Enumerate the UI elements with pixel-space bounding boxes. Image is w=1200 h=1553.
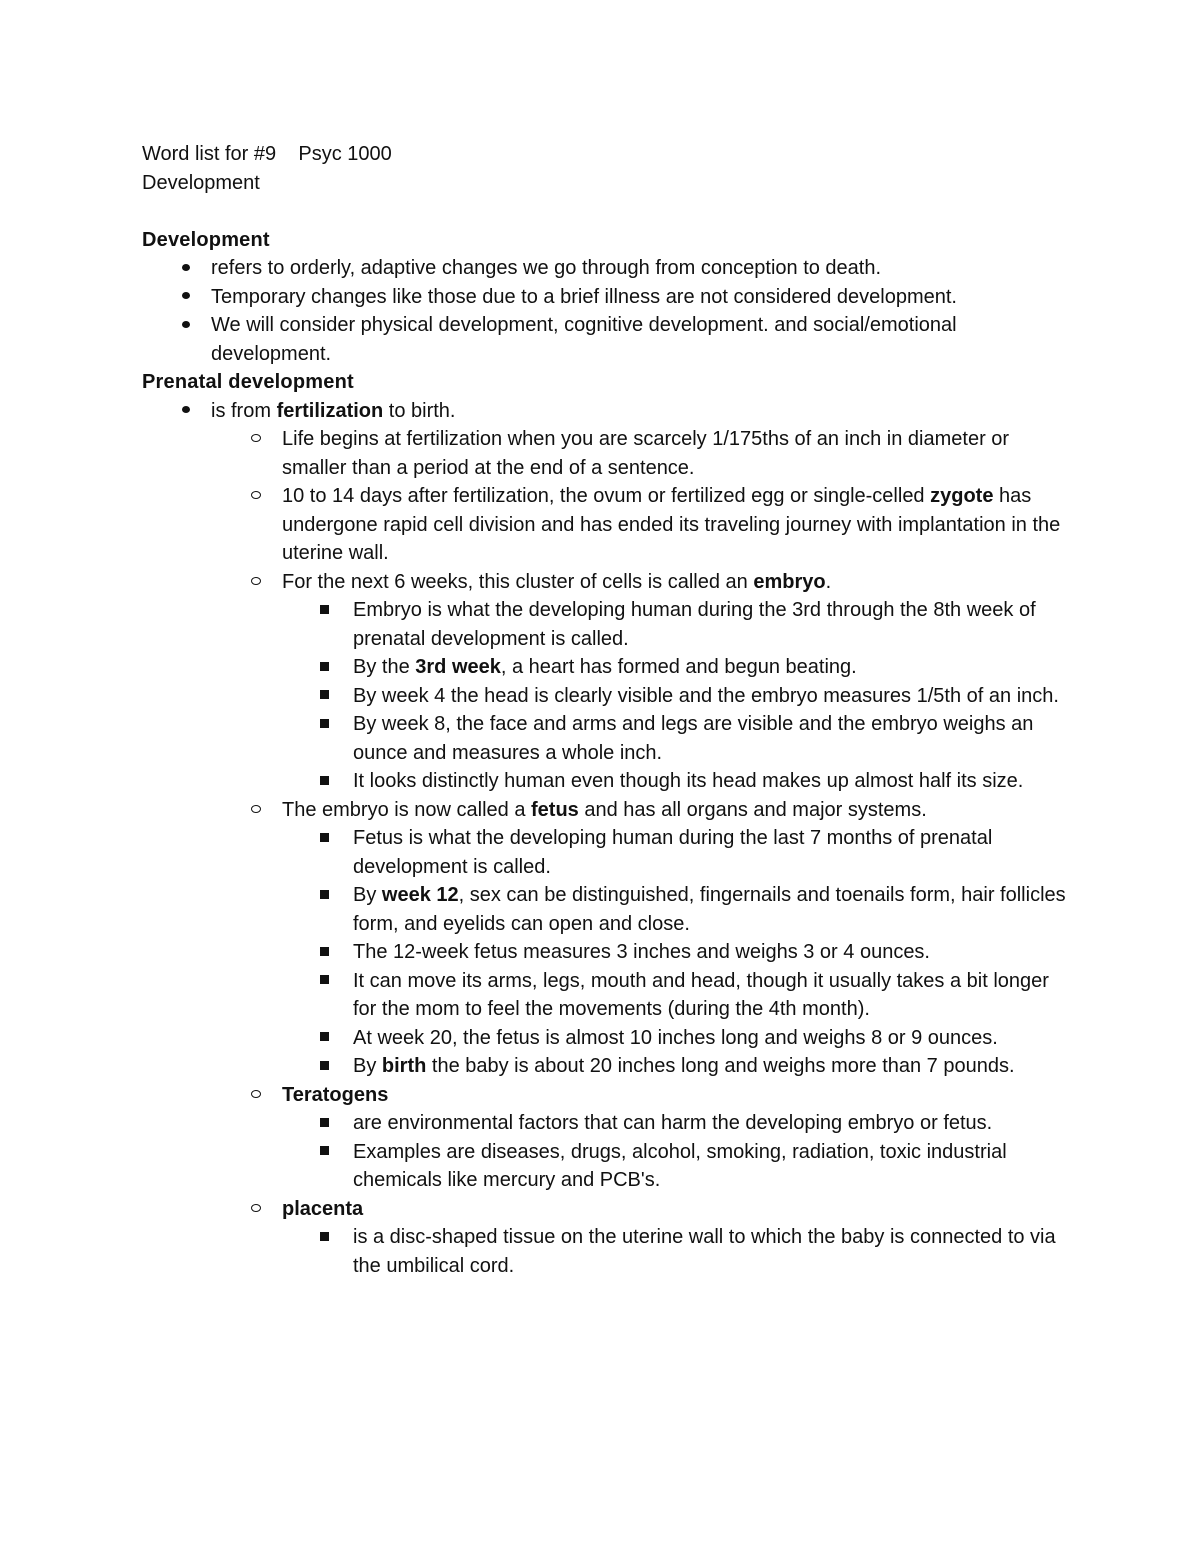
sub-item-text: For the next 6 weeks, this cluster of cells is called an bbox=[282, 570, 754, 593]
bullet-circle-icon bbox=[246, 1195, 266, 1224]
bullet-circle-icon bbox=[246, 796, 266, 825]
bullet-square-icon bbox=[314, 682, 334, 711]
bullet-square-icon bbox=[314, 1052, 334, 1081]
detail-item bbox=[142, 1138, 1072, 1195]
term-3rd-week: 3rd week bbox=[415, 656, 501, 678]
term-teratogens: Teratogens bbox=[282, 1083, 389, 1106]
detail-text: the baby is about 20 inches long and weighs more than 7 pounds. bbox=[426, 1055, 1015, 1077]
detail-item bbox=[142, 1109, 1072, 1138]
term-zygote: zygote bbox=[930, 485, 994, 507]
bullet-item bbox=[142, 254, 1072, 283]
doc-subtitle: Development bbox=[142, 171, 260, 194]
detail-text: By the bbox=[353, 656, 416, 678]
detail-item bbox=[142, 938, 1072, 967]
term-week-12: week 12 bbox=[381, 884, 459, 906]
bullet-square-icon bbox=[314, 710, 334, 739]
detail-item bbox=[142, 1024, 1072, 1053]
detail-text: By bbox=[353, 1055, 382, 1077]
bullet-square-icon bbox=[314, 653, 334, 682]
bullet-square-icon bbox=[314, 1024, 334, 1053]
detail-text: By week 8, the face and arms and legs are visible and the embryo weighs an ounce and measures a whole inch. bbox=[353, 713, 1034, 764]
section-heading-prenatal: Prenatal development bbox=[142, 371, 354, 393]
detail-text: Examples are diseases, drugs, alcohol, smoking, radiation, toxic industrial chemicals like mercury and PCB's. bbox=[353, 1140, 1007, 1191]
doc-title-line bbox=[142, 140, 1072, 169]
bullet-circle-icon bbox=[246, 1081, 266, 1110]
section-heading-development: Development bbox=[142, 228, 270, 251]
sub-item bbox=[142, 482, 1072, 568]
detail-item bbox=[142, 767, 1072, 796]
bullet-item bbox=[142, 397, 1072, 426]
bullet-square-icon bbox=[314, 881, 334, 910]
sub-item bbox=[142, 568, 1072, 597]
detail-text: It looks distinctly human even though its head makes up almost half its size. bbox=[353, 770, 1024, 792]
detail-item bbox=[142, 1052, 1072, 1081]
bullet-disc-icon bbox=[176, 283, 196, 312]
bullet-item bbox=[142, 311, 1072, 368]
bullet-text: to birth. bbox=[383, 399, 456, 422]
detail-item bbox=[142, 653, 1072, 682]
detail-text: are environmental factors that can harm the developing embryo or fetus. bbox=[353, 1112, 993, 1134]
bullet-disc-icon bbox=[176, 397, 196, 426]
bullet-square-icon bbox=[314, 767, 334, 796]
bullet-item bbox=[142, 283, 1072, 312]
detail-text: By bbox=[353, 884, 382, 906]
bullet-circle-icon bbox=[246, 425, 266, 454]
bullet-text: We will consider physical development, cognitive development. and social/emotional development. bbox=[211, 314, 957, 365]
sub-item bbox=[142, 1195, 1072, 1224]
bullet-disc-icon bbox=[176, 311, 196, 340]
detail-item bbox=[142, 967, 1072, 1024]
bullet-square-icon bbox=[314, 824, 334, 853]
detail-text: At week 20, the fetus is almost 10 inches long and weighs 8 or 9 ounces. bbox=[353, 1026, 998, 1049]
bullet-text: Temporary changes like those due to a brief illness are not considered development. bbox=[211, 285, 957, 308]
document-body bbox=[142, 140, 1072, 1280]
sub-item-text: and has all organs and major systems. bbox=[578, 798, 927, 821]
detail-text: , a heart has formed and begun beating. bbox=[500, 656, 857, 678]
bullet-square-icon bbox=[314, 596, 334, 625]
term-embryo: embryo bbox=[753, 570, 826, 593]
detail-item bbox=[142, 596, 1072, 653]
sub-item-text: . bbox=[825, 570, 832, 593]
detail-text: Embryo is what the developing human during the 3rd through the 8th week of prenatal development is called. bbox=[353, 599, 1036, 650]
detail-text: By week 4 the head is clearly visible and the embryo measures 1/5th of an inch. bbox=[353, 684, 1059, 707]
detail-text: The 12-week fetus measures 3 inches and weighs 3 or 4 ounces. bbox=[353, 941, 930, 963]
sub-item bbox=[142, 425, 1072, 482]
sub-item-text: 10 to 14 days after fertilization, the ovum or fertilized egg or single-celled bbox=[282, 485, 931, 507]
detail-item bbox=[142, 710, 1072, 767]
spacer bbox=[142, 197, 1072, 226]
term-fertilization: fertilization bbox=[276, 399, 384, 422]
bullet-circle-icon bbox=[246, 482, 266, 511]
term-placenta: placenta bbox=[282, 1197, 364, 1220]
bullet-text: is from bbox=[211, 399, 277, 422]
bullet-square-icon bbox=[314, 938, 334, 967]
course-code: Psyc 1000 bbox=[298, 143, 392, 165]
detail-item bbox=[142, 824, 1072, 881]
detail-text: , sex can be distinguished, fingernails and toenails form, hair follicles form, and eyelids can open and close. bbox=[353, 884, 1066, 935]
detail-item bbox=[142, 1223, 1072, 1280]
bullet-square-icon bbox=[314, 1223, 334, 1252]
bullet-text: refers to orderly, adaptive changes we go through from conception to death. bbox=[211, 257, 882, 279]
detail-item bbox=[142, 682, 1072, 711]
detail-text: Fetus is what the developing human during the last 7 months of prenatal development is called. bbox=[353, 827, 993, 878]
sub-item-text: has undergone rapid cell division and has ended its traveling journey with implantation in the uterine wall. bbox=[282, 485, 1061, 564]
term-fetus: fetus bbox=[531, 798, 579, 821]
sub-item-text: Life begins at fertilization when you are scarcely 1/175ths of an inch in diameter or smaller than a period at the end of a sentence. bbox=[282, 428, 1010, 479]
sub-item-text: The embryo is now called a bbox=[282, 798, 532, 821]
bullet-circle-icon bbox=[246, 568, 266, 597]
bullet-square-icon bbox=[314, 1138, 334, 1167]
detail-text: It can move its arms, legs, mouth and head, though it usually takes a bit longer for the mom to feel the movements (during the 4th month). bbox=[353, 969, 1049, 1020]
doc-title: Word list for #9 bbox=[142, 143, 277, 165]
detail-text: is a disc-shaped tissue on the uterine wall to which the baby is connected to via the umbilical cord. bbox=[353, 1226, 1056, 1277]
bullet-square-icon bbox=[314, 967, 334, 996]
sub-item bbox=[142, 1081, 1072, 1110]
term-birth: birth bbox=[381, 1055, 427, 1077]
bullet-disc-icon bbox=[176, 254, 196, 283]
sub-item bbox=[142, 796, 1072, 825]
bullet-square-icon bbox=[314, 1109, 334, 1138]
detail-item bbox=[142, 881, 1072, 938]
